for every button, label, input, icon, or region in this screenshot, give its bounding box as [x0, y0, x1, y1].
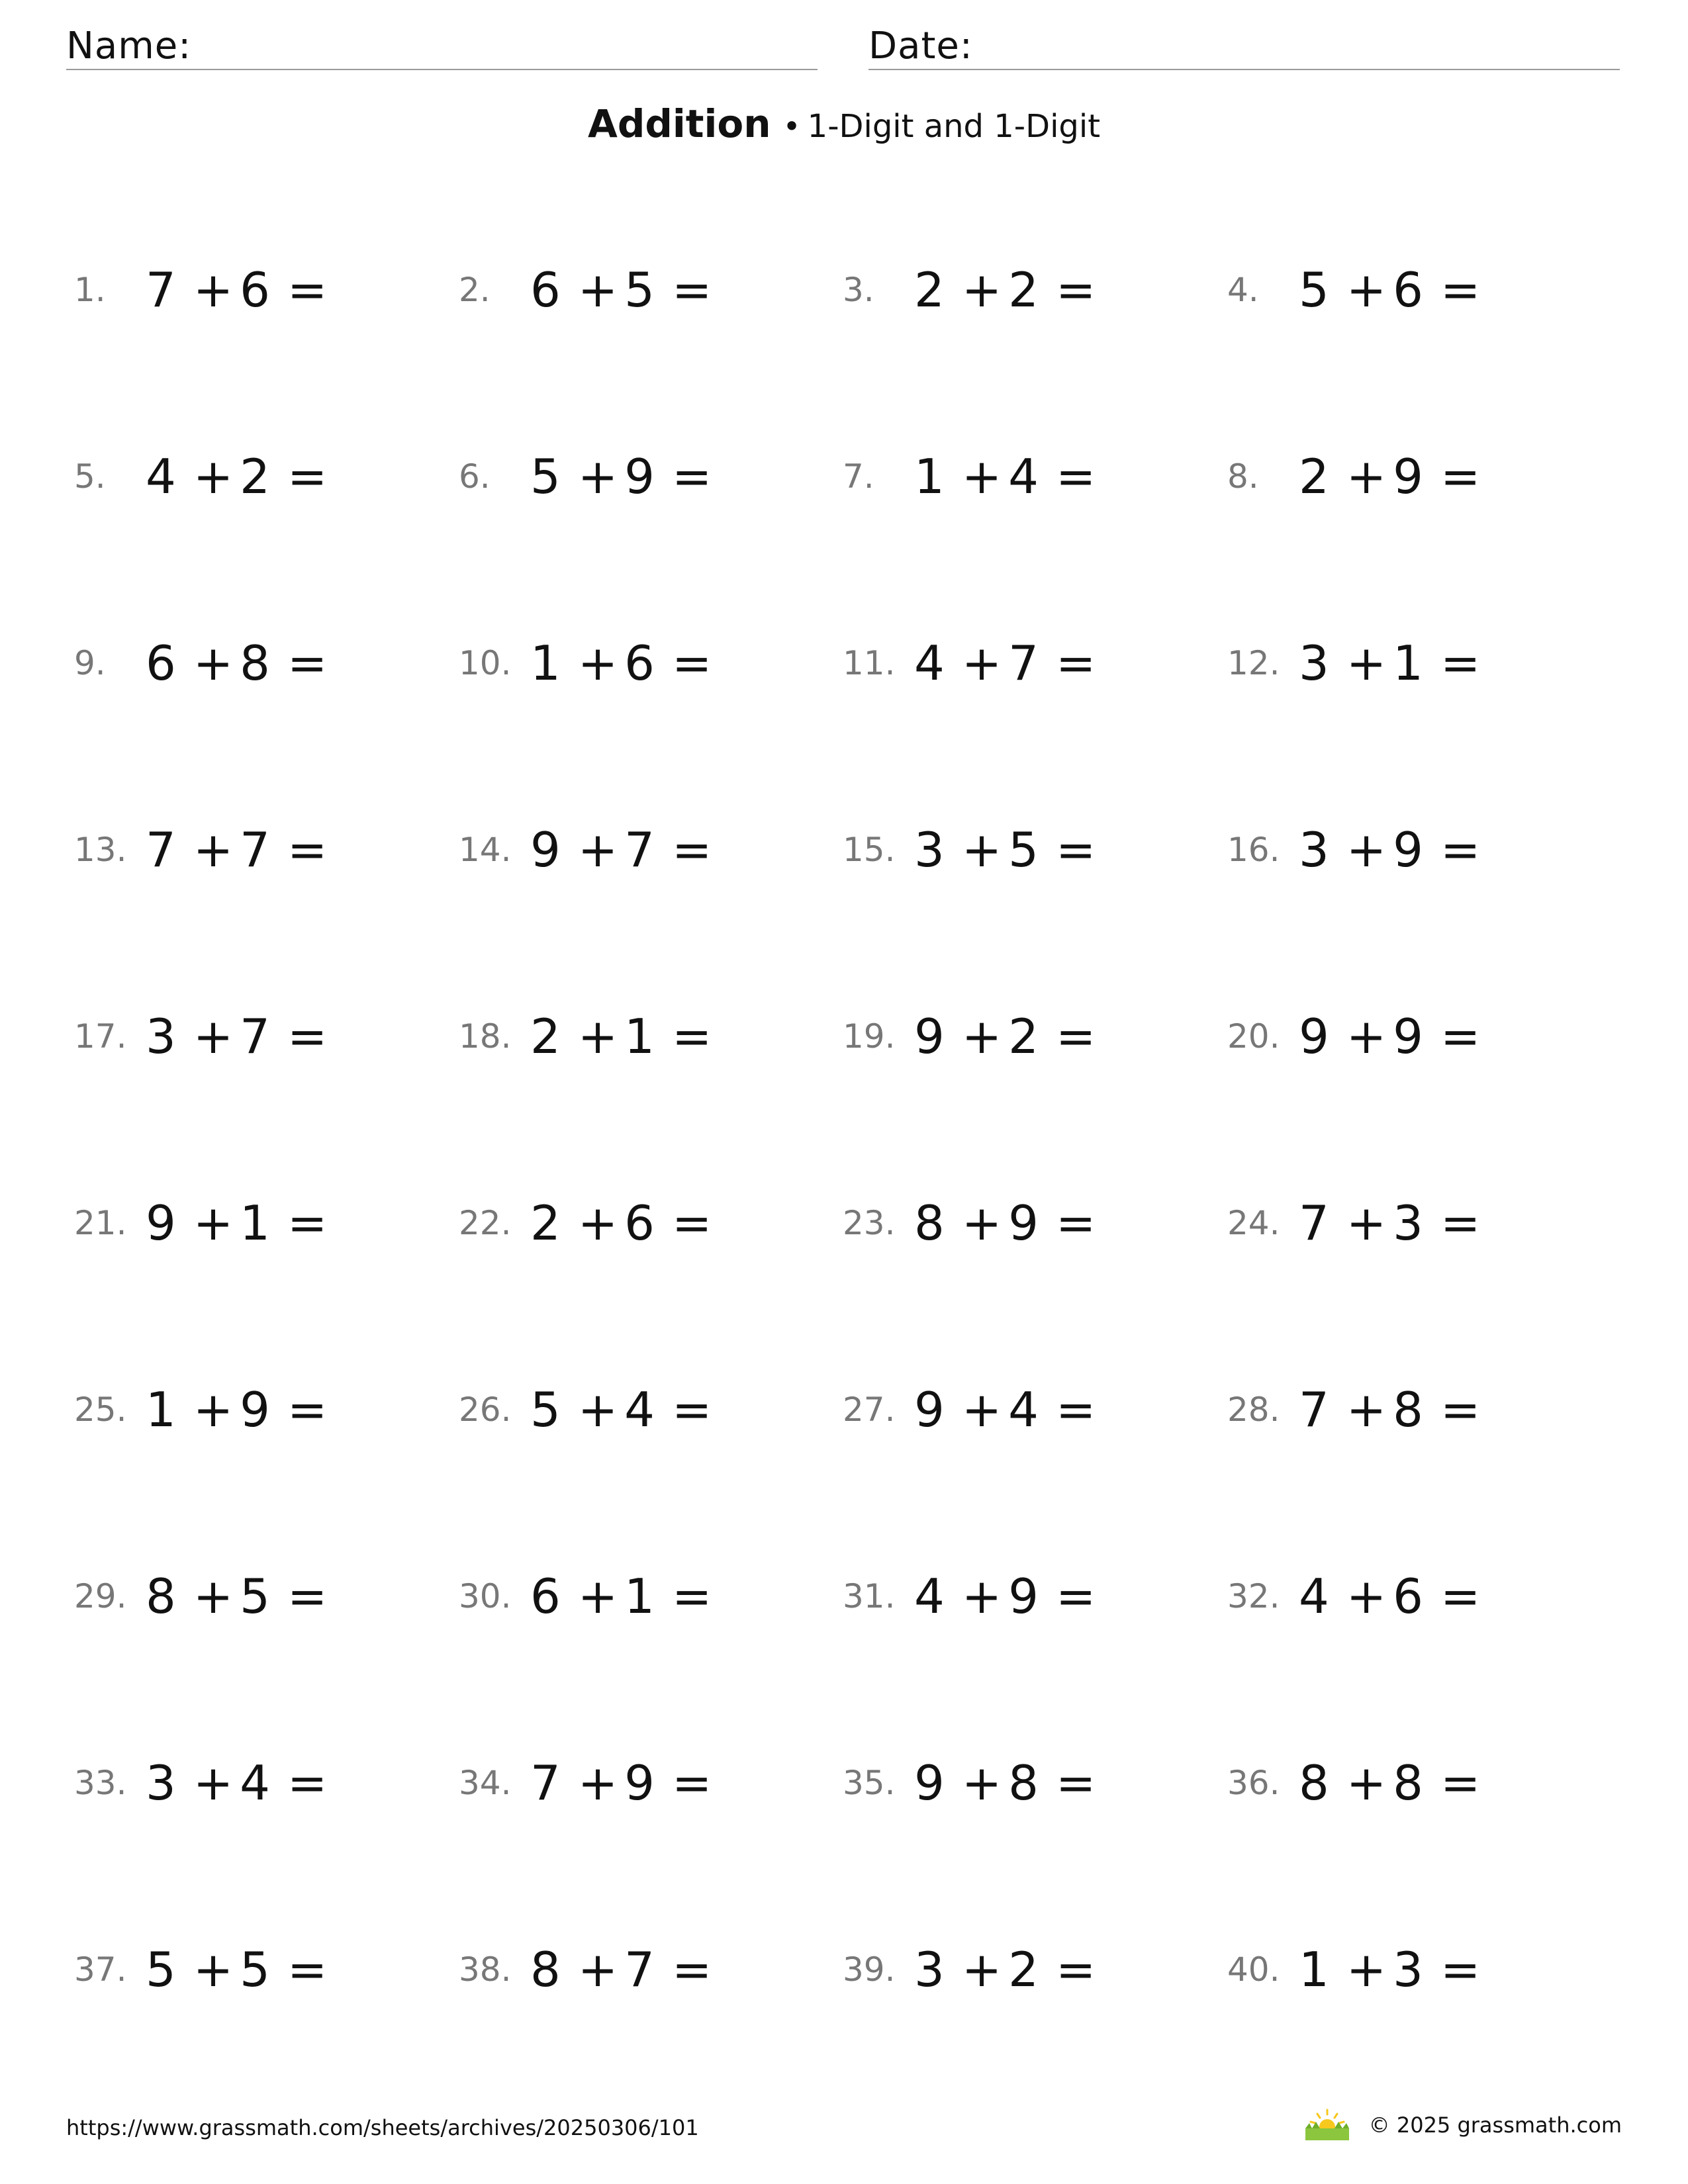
- title-separator: •: [782, 109, 801, 144]
- problem-expression: [914, 823, 1096, 876]
- plus-sign: +: [961, 1755, 1002, 1811]
- addend-b: 6: [624, 635, 655, 691]
- equals-sign: =: [1440, 1382, 1481, 1437]
- equals-sign: =: [671, 1569, 712, 1624]
- addend-b: 1: [624, 1569, 655, 1624]
- problem-number: 29.: [74, 1577, 127, 1615]
- equals-sign: =: [671, 822, 712, 878]
- problem-expression: [1299, 1756, 1480, 1809]
- equals-sign: =: [1055, 1569, 1096, 1624]
- addend-a: 9: [530, 822, 561, 878]
- addend-b: 9: [1008, 1195, 1039, 1251]
- plus-sign: +: [577, 1942, 618, 1997]
- problem-expression: [530, 823, 712, 876]
- addend-b: 4: [1008, 1382, 1039, 1437]
- equals-sign: =: [287, 1755, 328, 1811]
- problem-number: 25.: [74, 1390, 127, 1429]
- addend-a: 8: [530, 1942, 561, 1997]
- problem-expression: [530, 1570, 712, 1623]
- problem-number: 26.: [459, 1390, 512, 1429]
- addend-b: 5: [624, 262, 655, 318]
- addend-b: 9: [624, 449, 655, 504]
- plus-sign: +: [961, 449, 1002, 504]
- addend-a: 8: [914, 1195, 945, 1251]
- title-main: Addition: [587, 101, 771, 146]
- problem-number: 22.: [459, 1204, 512, 1242]
- equals-sign: =: [1055, 1755, 1096, 1811]
- addend-b: 9: [1393, 1009, 1423, 1064]
- plus-sign: +: [577, 1009, 618, 1064]
- addend-a: 8: [1299, 1755, 1329, 1811]
- problem-expression: [146, 1756, 327, 1809]
- addend-a: 5: [1299, 262, 1329, 318]
- problem-expression: [146, 1943, 327, 1996]
- problem-expression: [146, 823, 327, 876]
- addend-b: 2: [1008, 1009, 1039, 1064]
- plus-sign: +: [193, 262, 234, 318]
- plus-sign: +: [193, 635, 234, 691]
- problem-expression: [530, 450, 712, 503]
- addend-a: 8: [146, 1569, 176, 1624]
- plus-sign: +: [193, 1755, 234, 1811]
- footer-brand: [1304, 2109, 1622, 2142]
- equals-sign: =: [671, 1195, 712, 1251]
- problem-expression: [530, 1756, 712, 1809]
- addend-b: 1: [240, 1195, 270, 1251]
- addend-b: 9: [240, 1382, 270, 1437]
- equals-sign: =: [287, 1195, 328, 1251]
- addend-a: 6: [530, 262, 561, 318]
- problem-expression: [146, 637, 327, 690]
- problem-expression: [914, 1010, 1096, 1063]
- problem-expression: [1299, 1383, 1480, 1436]
- addend-a: 2: [530, 1009, 561, 1064]
- problem-expression: [146, 1010, 327, 1063]
- addend-a: 7: [1299, 1382, 1329, 1437]
- problem-expression: [146, 450, 327, 503]
- problem-expression: [146, 263, 327, 316]
- addend-b: 8: [1393, 1382, 1423, 1437]
- problem-number: 33.: [74, 1764, 127, 1802]
- plus-sign: +: [577, 1195, 618, 1251]
- plus-sign: +: [1346, 635, 1387, 691]
- addend-b: 4: [624, 1382, 655, 1437]
- addend-b: 8: [1008, 1755, 1039, 1811]
- problem-expression: [530, 1010, 712, 1063]
- problem-number: 3.: [843, 271, 874, 309]
- plus-sign: +: [193, 822, 234, 878]
- plus-sign: +: [577, 635, 618, 691]
- title-subtitle: 1-Digit and 1-Digit: [807, 108, 1101, 145]
- addend-a: 6: [146, 635, 176, 691]
- addend-b: 3: [1393, 1195, 1423, 1251]
- problem-number: 19.: [843, 1017, 896, 1056]
- problem-expression: [146, 1197, 327, 1250]
- problem-expression: [530, 1197, 712, 1250]
- problem-expression: [914, 1383, 1096, 1436]
- plus-sign: +: [193, 1009, 234, 1064]
- addend-b: 8: [1393, 1755, 1423, 1811]
- addend-a: 5: [530, 1382, 561, 1437]
- problem-number: 13.: [74, 831, 127, 869]
- problem-number: 34.: [459, 1764, 512, 1802]
- plus-sign: +: [961, 1569, 1002, 1624]
- equals-sign: =: [1055, 1382, 1096, 1437]
- problem-number: 1.: [74, 271, 106, 309]
- equals-sign: =: [287, 635, 328, 691]
- equals-sign: =: [1055, 1195, 1096, 1251]
- addend-a: 9: [146, 1195, 176, 1251]
- problem-number: 12.: [1227, 644, 1280, 682]
- addend-a: 1: [1299, 1942, 1329, 1997]
- addend-b: 5: [240, 1942, 270, 1997]
- plus-sign: +: [961, 1382, 1002, 1437]
- addend-a: 7: [1299, 1195, 1329, 1251]
- equals-sign: =: [1440, 449, 1481, 504]
- equals-sign: =: [1440, 1942, 1481, 1997]
- addend-b: 2: [1008, 1942, 1039, 1997]
- problem-expression: [914, 1943, 1096, 1996]
- equals-sign: =: [671, 449, 712, 504]
- problem-expression: [914, 637, 1096, 690]
- equals-sign: =: [287, 822, 328, 878]
- equals-sign: =: [287, 1382, 328, 1437]
- addend-a: 7: [530, 1755, 561, 1811]
- problem-number: 18.: [459, 1017, 512, 1056]
- addend-a: 3: [146, 1009, 176, 1064]
- addend-b: 6: [1393, 1569, 1423, 1624]
- addend-b: 2: [240, 449, 270, 504]
- problem-number: 5.: [74, 457, 106, 496]
- equals-sign: =: [1440, 1009, 1481, 1064]
- plus-sign: +: [961, 1942, 1002, 1997]
- problem-number: 35.: [843, 1764, 896, 1802]
- plus-sign: +: [193, 449, 234, 504]
- addend-b: 4: [1008, 449, 1039, 504]
- equals-sign: =: [1440, 635, 1481, 691]
- addend-b: 1: [624, 1009, 655, 1064]
- plus-sign: +: [577, 262, 618, 318]
- addend-a: 3: [1299, 635, 1329, 691]
- plus-sign: +: [577, 1382, 618, 1437]
- problem-number: 39.: [843, 1950, 896, 1989]
- problem-expression: [1299, 637, 1480, 690]
- equals-sign: =: [1440, 262, 1481, 318]
- problem-number: 15.: [843, 831, 896, 869]
- problem-expression: [1299, 1943, 1480, 1996]
- problem-number: 20.: [1227, 1017, 1280, 1056]
- plus-sign: +: [961, 635, 1002, 691]
- problem-expression: [914, 1756, 1096, 1809]
- problem-expression: [530, 637, 712, 690]
- addend-a: 3: [146, 1755, 176, 1811]
- problem-number: 21.: [74, 1204, 127, 1242]
- problem-number: 8.: [1227, 457, 1259, 496]
- problem-number: 16.: [1227, 831, 1280, 869]
- addend-b: 5: [1008, 822, 1039, 878]
- equals-sign: =: [1055, 1009, 1096, 1064]
- problem-number: 7.: [843, 457, 874, 496]
- addend-b: 7: [1008, 635, 1039, 691]
- addend-b: 9: [1393, 449, 1423, 504]
- plus-sign: +: [577, 822, 618, 878]
- problem-number: 40.: [1227, 1950, 1280, 1989]
- plus-sign: +: [1346, 1755, 1387, 1811]
- equals-sign: =: [671, 1382, 712, 1437]
- equals-sign: =: [671, 635, 712, 691]
- addend-b: 2: [1008, 262, 1039, 318]
- problem-number: 11.: [843, 644, 896, 682]
- problem-expression: [914, 1197, 1096, 1250]
- addend-a: 6: [530, 1569, 561, 1624]
- equals-sign: =: [1440, 822, 1481, 878]
- equals-sign: =: [671, 1942, 712, 1997]
- copyright-text: © 2025 grassmath.com: [1368, 2113, 1622, 2138]
- addend-a: 3: [914, 1942, 945, 1997]
- problem-number: 10.: [459, 644, 512, 682]
- addend-a: 7: [146, 262, 176, 318]
- equals-sign: =: [287, 262, 328, 318]
- addend-b: 7: [624, 1942, 655, 1997]
- addend-a: 2: [914, 262, 945, 318]
- problem-number: 37.: [74, 1950, 127, 1989]
- addend-b: 7: [624, 822, 655, 878]
- addend-b: 3: [1393, 1942, 1423, 1997]
- plus-sign: +: [577, 449, 618, 504]
- addend-a: 1: [914, 449, 945, 504]
- addend-b: 9: [1393, 822, 1423, 878]
- addend-a: 2: [530, 1195, 561, 1251]
- equals-sign: =: [1440, 1755, 1481, 1811]
- problem-number: 17.: [74, 1017, 127, 1056]
- problem-expression: [1299, 263, 1480, 316]
- addend-a: 3: [1299, 822, 1329, 878]
- problem-expression: [146, 1570, 327, 1623]
- problem-number: 23.: [843, 1204, 896, 1242]
- problem-expression: [530, 1383, 712, 1436]
- addend-a: 4: [1299, 1569, 1329, 1624]
- equals-sign: =: [1055, 1942, 1096, 1997]
- addend-a: 3: [914, 822, 945, 878]
- plus-sign: +: [193, 1942, 234, 1997]
- problem-expression: [1299, 823, 1480, 876]
- date-label: Date:: [868, 24, 973, 68]
- addend-b: 4: [240, 1755, 270, 1811]
- equals-sign: =: [287, 449, 328, 504]
- plus-sign: +: [577, 1755, 618, 1811]
- plus-sign: +: [961, 822, 1002, 878]
- problem-number: 30.: [459, 1577, 512, 1615]
- addend-a: 4: [914, 635, 945, 691]
- addend-b: 7: [240, 822, 270, 878]
- grass-sun-logo-icon: [1304, 2109, 1350, 2142]
- equals-sign: =: [1440, 1195, 1481, 1251]
- plus-sign: +: [577, 1569, 618, 1624]
- equals-sign: =: [671, 1755, 712, 1811]
- equals-sign: =: [671, 262, 712, 318]
- problem-expression: [146, 1383, 327, 1436]
- equals-sign: =: [287, 1942, 328, 1997]
- addend-b: 8: [240, 635, 270, 691]
- problem-expression: [1299, 450, 1480, 503]
- problem-number: 6.: [459, 457, 491, 496]
- addend-a: 2: [1299, 449, 1329, 504]
- plus-sign: +: [1346, 1009, 1387, 1064]
- addend-a: 9: [914, 1009, 945, 1064]
- problem-expression: [1299, 1197, 1480, 1250]
- plus-sign: +: [193, 1569, 234, 1624]
- problem-number: 36.: [1227, 1764, 1280, 1802]
- footer-url: https://www.grassmath.com/sheets/archives/20250306/101: [66, 2115, 699, 2140]
- equals-sign: =: [287, 1009, 328, 1064]
- equals-sign: =: [1055, 635, 1096, 691]
- problem-expression: [914, 1570, 1096, 1623]
- addend-a: 5: [530, 449, 561, 504]
- plus-sign: +: [1346, 1942, 1387, 1997]
- problem-number: 32.: [1227, 1577, 1280, 1615]
- addend-a: 9: [914, 1755, 945, 1811]
- problem-number: 38.: [459, 1950, 512, 1989]
- plus-sign: +: [1346, 1382, 1387, 1437]
- plus-sign: +: [1346, 1195, 1387, 1251]
- addend-a: 1: [530, 635, 561, 691]
- equals-sign: =: [1055, 262, 1096, 318]
- addend-b: 6: [1393, 262, 1423, 318]
- problem-number: 31.: [843, 1577, 896, 1615]
- addend-b: 9: [1008, 1569, 1039, 1624]
- addend-a: 9: [914, 1382, 945, 1437]
- addend-b: 9: [624, 1755, 655, 1811]
- plus-sign: +: [1346, 262, 1387, 318]
- problem-number: 4.: [1227, 271, 1259, 309]
- problem-expression: [530, 263, 712, 316]
- problem-expression: [1299, 1570, 1480, 1623]
- problem-number: 28.: [1227, 1390, 1280, 1429]
- addend-a: 7: [146, 822, 176, 878]
- problem-number: 9.: [74, 644, 106, 682]
- plus-sign: +: [193, 1382, 234, 1437]
- problem-number: 27.: [843, 1390, 896, 1429]
- equals-sign: =: [671, 1009, 712, 1064]
- problem-number: 24.: [1227, 1204, 1280, 1242]
- plus-sign: +: [961, 262, 1002, 318]
- addend-b: 6: [240, 262, 270, 318]
- name-label: Name:: [66, 24, 192, 68]
- problem-number: 14.: [459, 831, 512, 869]
- addend-a: 4: [914, 1569, 945, 1624]
- plus-sign: +: [1346, 449, 1387, 504]
- problem-expression: [914, 450, 1096, 503]
- addend-b: 7: [240, 1009, 270, 1064]
- plus-sign: +: [193, 1195, 234, 1251]
- addend-b: 1: [1393, 635, 1423, 691]
- problem-expression: [530, 1943, 712, 1996]
- plus-sign: +: [1346, 822, 1387, 878]
- problem-expression: [1299, 1010, 1480, 1063]
- addend-a: 5: [146, 1942, 176, 1997]
- equals-sign: =: [287, 1569, 328, 1624]
- addend-a: 1: [146, 1382, 176, 1437]
- addend-a: 9: [1299, 1009, 1329, 1064]
- addend-b: 6: [624, 1195, 655, 1251]
- plus-sign: +: [961, 1009, 1002, 1064]
- equals-sign: =: [1055, 449, 1096, 504]
- problem-number: 2.: [459, 271, 491, 309]
- equals-sign: =: [1440, 1569, 1481, 1624]
- plus-sign: +: [961, 1195, 1002, 1251]
- equals-sign: =: [1055, 822, 1096, 878]
- problem-expression: [914, 263, 1096, 316]
- plus-sign: +: [1346, 1569, 1387, 1624]
- addend-b: 5: [240, 1569, 270, 1624]
- addend-a: 4: [146, 449, 176, 504]
